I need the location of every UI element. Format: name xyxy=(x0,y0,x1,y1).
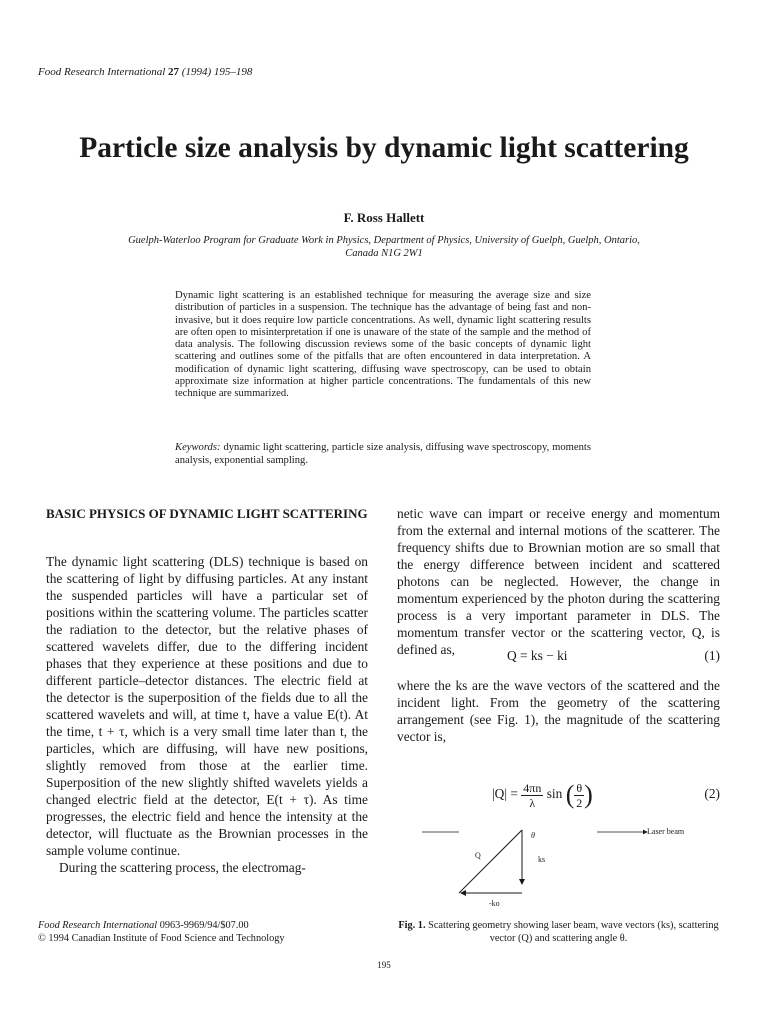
affiliation-line-2: Canada N1G 2W1 xyxy=(345,248,423,259)
footer-issn: 0963-9969/94/$07.00 xyxy=(159,920,249,931)
figure-label-laser: Laser beam xyxy=(647,827,685,836)
scattering-geometry-figure xyxy=(397,822,720,912)
equation-2-number: (2) xyxy=(704,786,720,801)
q-vector-line xyxy=(459,830,522,893)
figure-caption xyxy=(397,920,720,945)
figure-label-theta: θ xyxy=(531,831,535,840)
equation-2-angle-fraction xyxy=(574,781,584,810)
equation-2-numerator: 4πn xyxy=(523,780,542,795)
equation-2-sin: sin xyxy=(546,786,563,802)
footer-copyright: © 1994 Canadian Institute of Food Science and Technology xyxy=(38,932,285,944)
journal-volume: 27 xyxy=(168,66,180,78)
affiliation-line-1: Guelph-Waterloo Program for Graduate Work in Physics, Department of Physics, University of Guelph, Guelph, Ontario, xyxy=(128,235,640,246)
figure-label-ko: -ko xyxy=(489,899,500,908)
column-left-paragraph-1: The dynamic light scattering (DLS) technique is based on the scattering of light by diffusing particles. At any instant the suspended particles will have a particular set of positions within the scattering volume. The particles scatter the radiation to the detector, but the relative phases of scattered wavelets differ, due to the differing incident phases that they experience at these positions and due to different particle–detector distances. The electric field at the detector is the superposition of the fields due to all the scattered wavelets and will, at time t, have a value E(t). At the time, t + τ, which is a very small time later than t, the particles, which are diffusing, will have new positions, slightly removed from those at the earlier time. Superposition of the new slightly shifted wavelets yields a changed electric field at the detector, E(t + τ). As time progresses, the electric field and hence the intensity at the detector, will fluctuate as the Brownian processes in the sample volume continue. xyxy=(46,554,368,858)
author: F. Ross Hallett xyxy=(343,210,425,225)
keywords-label: Keywords: xyxy=(175,442,221,453)
equation-2-denominator: λ xyxy=(529,795,536,810)
figure-label-ks: ks xyxy=(538,855,546,864)
journal-citation xyxy=(38,66,252,78)
equation-2-theta: θ xyxy=(576,780,583,795)
abstract: Dynamic light scattering is an established technique for measuring the average size and size distribution of particles in a suspension. The technique has the advantage of being fast and non-invasive, but it does require low particle concentrations. As well, dynamic light scattering results are often open to misinterpretation if one is unaware of the state of the sample and the method of data analysis. The following discussion reviews some of the basic concepts of dynamic light scattering and outlines some of the pitfalls that are often encountered in data interpretation. A modification of dynamic light scattering, diffusing wave spectroscopy, can be used to obtain approximate size information at higher particle concentrations. The fundamentals of this new technique are summarized. xyxy=(175,290,591,400)
figure-label-q: Q xyxy=(475,851,481,860)
equation-2 xyxy=(397,778,720,814)
keywords xyxy=(175,442,591,467)
equation-1 xyxy=(397,648,720,670)
column-left-paragraph-2: During the scattering process, the electromag- xyxy=(59,860,306,875)
column-right-paragraph-2: where the ks are the wave vectors of the scattered and the incident light. From the geometry of the scattering arrangement (see Fig. 1), the magnitude of the scattering vector is, xyxy=(397,678,720,744)
equation-2-lhs: |Q| = xyxy=(492,786,518,802)
keywords-list: dynamic light scattering, particle size analysis, diffusing wave spectroscopy, moments analysis, exponential sampling. xyxy=(175,442,591,466)
equation-2-two: 2 xyxy=(576,795,583,810)
footer-info xyxy=(38,920,285,945)
column-right-paragraph-1: netic wave can impart or receive energy and momentum from the external and internal motions of the scatterer. The frequency shifts due to Brownian motion are so small that the energy difference between incident and scattered photons can be neglected. However, the change in momentum experienced by the photon during the scattering process is a very important parameter in DLS. The momentum transfer vector or the scattering vector, Q, is defined as, xyxy=(397,506,720,657)
column-left xyxy=(46,553,368,876)
equation-2-right-paren: ) xyxy=(584,780,593,809)
equation-1-number: (1) xyxy=(704,648,720,663)
paper-title: Particle size analysis by dynamic light scattering xyxy=(79,132,689,164)
footer-journal: Food Research International xyxy=(38,920,158,931)
caption-text: Scattering geometry showing laser beam, wave vectors (ks), scattering vector (Q) and scattering angle θ. xyxy=(428,920,719,944)
page-number: 195 xyxy=(377,960,391,970)
journal-name: Food Research International xyxy=(38,66,166,78)
journal-year-pages: (1994) 195–198 xyxy=(181,66,253,78)
section-heading: BASIC PHYSICS OF DYNAMIC LIGHT SCATTERING xyxy=(46,506,368,521)
equation-1-body: Q = ks − ki xyxy=(507,648,568,663)
footer-line-1 xyxy=(38,920,285,933)
equation-2-fraction xyxy=(521,781,543,810)
affiliation xyxy=(60,234,708,260)
caption-label: Fig. 1. xyxy=(398,920,426,931)
equation-2-left-paren: ( xyxy=(565,780,575,809)
equation-2-body xyxy=(492,780,593,810)
